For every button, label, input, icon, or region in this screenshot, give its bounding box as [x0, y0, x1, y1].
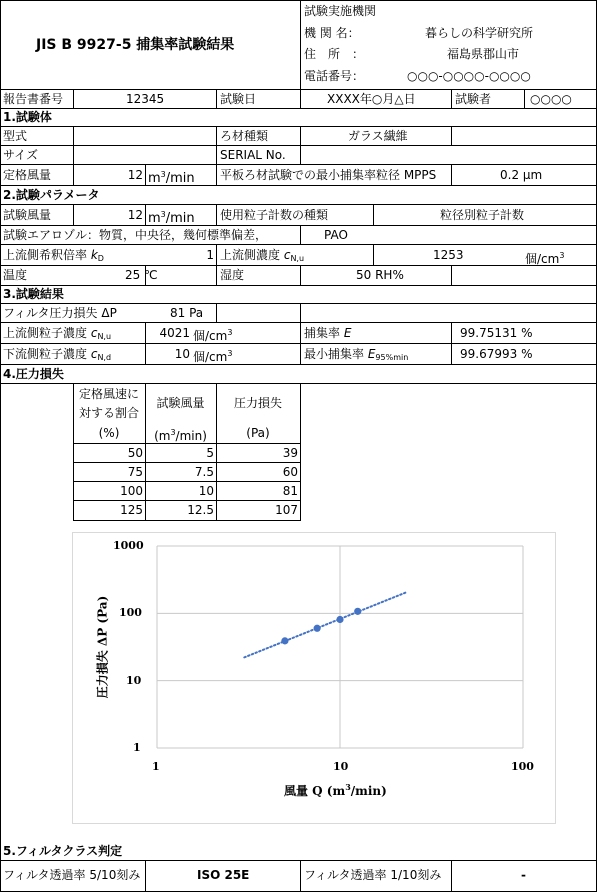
section-3-title: 3.試験結果 — [3, 287, 64, 301]
col-dp-header-2: (Pa) — [246, 426, 270, 440]
aerosol: PAO — [324, 228, 348, 242]
report-number-label: 報告書番号 — [3, 92, 64, 106]
size-label: サイズ — [3, 148, 39, 162]
pressure-drop-label: フィルタ圧力損失 ΔP — [3, 306, 117, 320]
table-cell: 125 — [120, 503, 143, 517]
table-cell: 60 — [282, 465, 298, 479]
tester: ○○○○ — [530, 92, 572, 106]
pressure-drop: 81 Pa — [170, 306, 204, 320]
y-tick: 10 — [126, 674, 142, 687]
class-10-result: - — [521, 868, 526, 882]
serial-label: SERIAL No. — [220, 148, 286, 162]
min-efficiency: 99.67993 % — [460, 347, 533, 361]
counter-type: 粒径別粒子計数 — [440, 208, 525, 222]
y-axis-label: 圧力損失 ΔP (Pa) — [95, 595, 110, 699]
rated-flow: 12 — [127, 168, 143, 182]
col-flow-header-1: 試験風量 — [156, 396, 205, 410]
table-cell: 100 — [120, 484, 143, 498]
phone-label: 電話番号： — [304, 69, 365, 83]
table-cell: 12.5 — [187, 503, 214, 517]
section-2-title: 2.試験パラメータ — [3, 188, 100, 202]
table-cell: 39 — [282, 446, 298, 460]
efficiency-label: 捕集率 E — [304, 326, 352, 340]
x-axis-label: 風量 Q $(m^3/\min)$ — [284, 782, 387, 798]
phone: ○○○-○○○○-○○○○ — [407, 69, 531, 83]
dilution-label: 上流側希釈倍率 $k_D$ — [3, 248, 104, 263]
data-point — [354, 608, 361, 615]
temp-label: 温度 — [3, 268, 28, 282]
min-efficiency-label: 最小捕集率 $E_{95\%min}$ — [304, 347, 409, 362]
mpps: 0.2 μm — [500, 168, 543, 182]
col-dp-header-1: 圧力損失 — [233, 396, 282, 410]
material: ガラス繊維 — [348, 129, 408, 143]
upstream-conc-unit: 個$/cm^3$ — [525, 251, 565, 266]
trendline — [244, 592, 406, 657]
report-title: JIS B 9927-5 捕集率試験結果 — [36, 37, 235, 53]
humidity-label: 湿度 — [220, 268, 245, 282]
dilution: 1 — [206, 248, 214, 262]
upstream-conc: 1253 — [433, 248, 464, 262]
test-date: XXXX年○月△日 — [327, 92, 416, 106]
data-point — [281, 637, 288, 644]
report-number: 12345 — [126, 92, 165, 106]
downstream-particle: 10 — [174, 347, 190, 361]
mpps-label: 平板ろ材試験での最小捕集率粒径 MPPS — [220, 168, 437, 182]
data-point — [336, 616, 343, 623]
test-flow: 12 — [127, 208, 143, 222]
test-date-label: 試験日 — [220, 92, 257, 106]
lab-name: 暮らしの科学研究所 — [425, 26, 534, 40]
test-flow-label: 試験風量 — [3, 208, 52, 222]
table-cell: 10 — [198, 484, 214, 498]
class-5-result: ISO 25E — [197, 868, 250, 882]
tester-label: 試験者 — [455, 92, 492, 106]
x-tick: 10 — [333, 760, 349, 773]
rated-flow-label: 定格風量 — [3, 168, 52, 182]
counter-type-label: 使用粒子計数の種類 — [220, 208, 329, 222]
upstream-particle-label: 上流側粒子濃度 $c_{N,u}$ — [3, 326, 112, 341]
temp: 25 ℃ — [125, 268, 158, 282]
test-flow-unit: $m^3/\min$ — [148, 210, 195, 226]
y-tick: 100 — [119, 606, 142, 619]
y-tick: 1 — [133, 741, 141, 754]
y-tick: 1000 — [113, 539, 144, 552]
address-label: 住 所 ： — [304, 47, 365, 61]
upstream-conc-label: 上流側濃度 $c_{N,u}$ — [220, 248, 305, 263]
material-label: ろ材種類 — [220, 129, 269, 143]
aerosol-label: 試験エアロゾル：物質，中央径，幾何標準偏差， — [3, 228, 268, 242]
section-1-title: 1.試験体 — [3, 110, 52, 124]
address: 福島県郡山市 — [447, 47, 520, 61]
type-label: 型式 — [3, 129, 28, 143]
upstream-particle-unit: 個$/cm^3$ — [193, 328, 233, 343]
table-cell: 7.5 — [194, 465, 214, 479]
section-4-title: 4.圧力損失 — [3, 367, 64, 381]
lab-heading: 試験実施機関 — [304, 4, 377, 18]
col-flow-header-2: $(m^3/\min)$ — [154, 428, 207, 443]
lab-name-label: 機 関 名： — [304, 26, 360, 40]
x-tick: 1 — [152, 760, 160, 773]
table-cell: 5 — [206, 446, 214, 460]
section-5-title: 5.フィルタクラス判定 — [3, 844, 123, 858]
upstream-particle: 4021 — [159, 326, 190, 340]
col-ratio-header-3: (%) — [98, 426, 120, 440]
data-point — [314, 625, 321, 632]
table-cell: 107 — [275, 503, 298, 517]
humidity: 50 RH% — [356, 268, 404, 282]
table-cell: 75 — [127, 465, 143, 479]
rated-flow-unit: $m^3/\min$ — [148, 170, 195, 186]
downstream-particle-label: 下流側粒子濃度 $c_{N,d}$ — [3, 347, 112, 362]
efficiency: 99.75131 % — [460, 326, 533, 340]
col-ratio-header-2: 対する割合 — [78, 406, 139, 420]
col-ratio-header-1: 定格風速に — [78, 387, 139, 401]
table-cell: 81 — [282, 484, 298, 498]
class-10-label: フィルタ透過率 1/10刻み — [304, 868, 442, 882]
class-5-label: フィルタ透過率 5/10刻み — [3, 868, 141, 882]
downstream-particle-unit: 個$/cm^3$ — [193, 349, 233, 364]
table-cell: 50 — [127, 446, 143, 460]
x-tick: 100 — [511, 760, 534, 773]
